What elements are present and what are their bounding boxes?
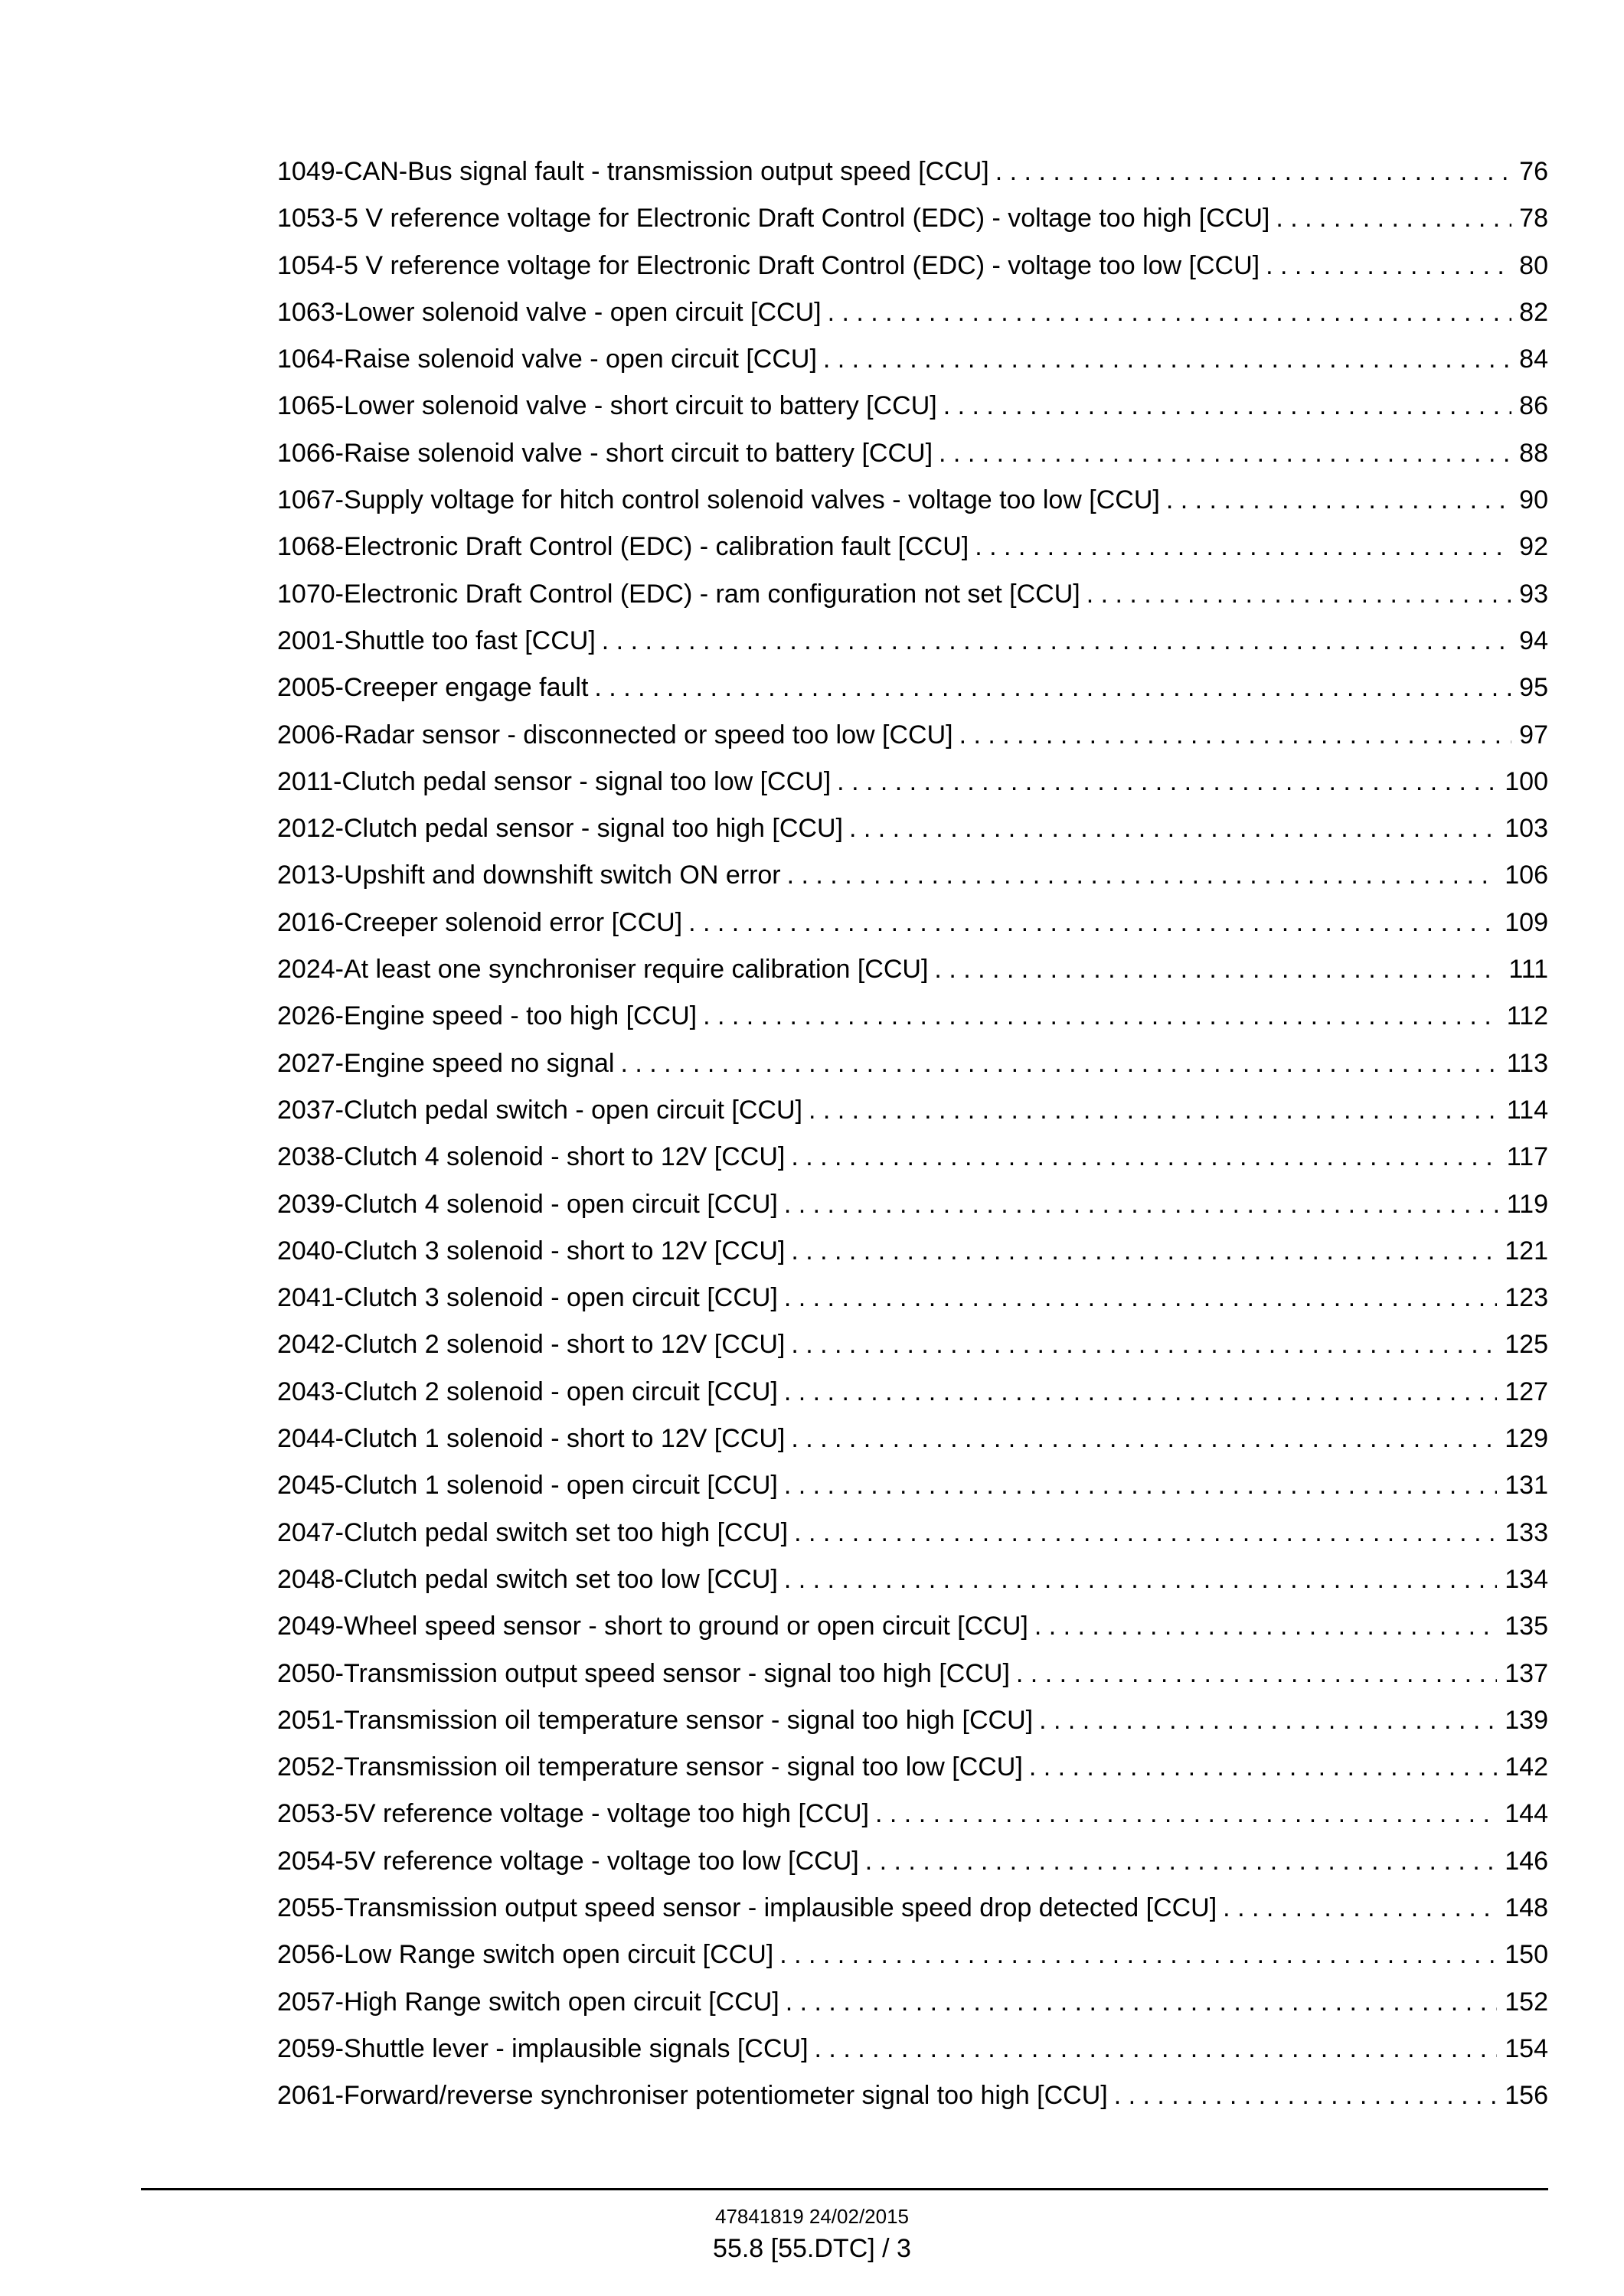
- toc-entry[interactable]: [277, 289, 1548, 336]
- toc-entry-page-number: 154: [1505, 2033, 1548, 2063]
- toc-dot-leader: [975, 524, 1511, 570]
- toc-entry-title: 1068-Electronic Draft Control (EDC) - calibration fault [CCU]: [277, 532, 969, 562]
- toc-dot-leader: [1034, 1603, 1497, 1650]
- toc-entry-page-number: 142: [1505, 1752, 1548, 1782]
- toc-entry-title: 2024-At least one synchroniser require calibration [CCU]: [277, 955, 929, 985]
- toc-entry[interactable]: [277, 1462, 1548, 1509]
- toc-entry-title: 2049-Wheel speed sensor - short to ground or open circuit [CCU]: [277, 1612, 1028, 1641]
- toc-dot-leader: [779, 1932, 1497, 1978]
- toc-entry[interactable]: [277, 1697, 1548, 1744]
- toc-entry-title: 1063-Lower solenoid valve - open circuit [CCU]: [277, 297, 822, 327]
- toc-entry-title: 2012-Clutch pedal sensor - signal too high [CCU]: [277, 814, 843, 844]
- toc-dot-leader: [784, 1275, 1497, 1321]
- toc-entry-page-number: 134: [1505, 1564, 1548, 1594]
- toc-dot-leader: [809, 1087, 1499, 1134]
- toc-entry[interactable]: [277, 852, 1548, 899]
- toc-entry[interactable]: [277, 1932, 1548, 1978]
- toc-entry-page-number: 148: [1505, 1893, 1548, 1922]
- toc-dot-leader: [939, 430, 1511, 477]
- toc-entry-title: 2043-Clutch 2 solenoid - open circuit [CCU]: [277, 1377, 778, 1406]
- toc-entry[interactable]: [277, 1651, 1548, 1697]
- toc-entry-page-number: 111: [1508, 955, 1548, 985]
- toc-entry-title: 1067-Supply voltage for hitch control solenoid valves - voltage too low [CCU]: [277, 485, 1160, 515]
- toc-entry[interactable]: [277, 1979, 1548, 2026]
- toc-entry[interactable]: [277, 805, 1548, 852]
- toc-entry-title: 2037-Clutch pedal switch - open circuit [CCU]: [277, 1095, 802, 1125]
- toc-entry-title: 1064-Raise solenoid valve - open circuit [CCU]: [277, 345, 817, 374]
- toc-entry-title: 1065-Lower solenoid valve - short circuit to battery [CCU]: [277, 391, 937, 421]
- toc-entry-page-number: 133: [1505, 1517, 1548, 1547]
- toc-dot-leader: [784, 1369, 1497, 1416]
- toc-entry-title: 2056-Low Range switch open circuit [CCU]: [277, 1940, 774, 1970]
- toc-entry-title: 2041-Clutch 3 solenoid - open circuit [CCU]: [277, 1283, 778, 1313]
- toc-entry[interactable]: [277, 243, 1548, 289]
- toc-entry-title: 2053-5V reference voltage - voltage too high [CCU]: [277, 1799, 870, 1829]
- toc-dot-leader: [1266, 243, 1511, 289]
- toc-dot-leader: [1114, 2072, 1498, 2119]
- toc-entry[interactable]: [277, 1321, 1548, 1368]
- toc-entry-title: 1049-CAN-Bus signal fault - transmission output speed [CCU]: [277, 157, 989, 186]
- toc-dot-leader: [1276, 195, 1511, 242]
- toc-entry[interactable]: [277, 2026, 1548, 2072]
- toc-dot-leader: [602, 618, 1511, 665]
- toc-entry[interactable]: [277, 1838, 1548, 1885]
- toc-dot-leader: [791, 1228, 1497, 1275]
- toc-entry-page-number: 129: [1505, 1424, 1548, 1454]
- toc-entry[interactable]: [277, 477, 1548, 524]
- toc-entry[interactable]: [277, 712, 1548, 759]
- toc-entry-page-number: 156: [1505, 2081, 1548, 2111]
- toc-entry-title: 1054-5 V reference voltage for Electronic Draft Control (EDC) - voltage too low [CCU]: [277, 250, 1260, 280]
- toc-entry-title: 2027-Engine speed no signal: [277, 1048, 615, 1078]
- toc-entry-page-number: 119: [1506, 1189, 1548, 1219]
- toc-entry-title: 2040-Clutch 3 solenoid - short to 12V [CCU]: [277, 1236, 786, 1266]
- toc-entry-page-number: 112: [1506, 1001, 1548, 1031]
- toc-entry-page-number: 109: [1505, 907, 1548, 937]
- toc-dot-leader: [837, 759, 1497, 805]
- toc-entry-title: 2016-Creeper solenoid error [CCU]: [277, 907, 683, 937]
- toc-dot-leader: [865, 1838, 1498, 1885]
- toc-entry-title: 2054-5V reference voltage - voltage too low [CCU]: [277, 1846, 859, 1876]
- toc-dot-leader: [1039, 1697, 1497, 1744]
- toc-entry-page-number: 80: [1519, 250, 1548, 280]
- toc-entry[interactable]: [277, 1181, 1548, 1228]
- toc-entry-title: 1066-Raise solenoid valve - short circuit to battery [CCU]: [277, 438, 933, 468]
- toc-dot-leader: [1016, 1651, 1497, 1697]
- toc-entry-title: 2052-Transmission oil temperature sensor - signal too low [CCU]: [277, 1752, 1023, 1782]
- toc-entry-page-number: 137: [1505, 1658, 1548, 1688]
- toc-dot-leader: [995, 149, 1511, 195]
- toc-entry-title: 2038-Clutch 4 solenoid - short to 12V [CCU]: [277, 1142, 786, 1172]
- toc-dot-leader: [791, 1321, 1497, 1368]
- toc-dot-leader: [849, 805, 1497, 852]
- toc-dot-leader: [959, 712, 1512, 759]
- toc-dot-leader: [594, 665, 1511, 711]
- toc-entry[interactable]: [277, 524, 1548, 570]
- toc-dot-leader: [1086, 571, 1511, 618]
- toc-entry-title: 1070-Electronic Draft Control (EDC) - ram configuration not set [CCU]: [277, 579, 1080, 609]
- toc-entry-page-number: 131: [1505, 1471, 1548, 1501]
- toc-dot-leader: [943, 383, 1511, 429]
- toc-entry[interactable]: [277, 1603, 1548, 1650]
- toc-entry-page-number: 144: [1505, 1799, 1548, 1829]
- toc-dot-leader: [784, 1181, 1499, 1228]
- footer-divider: [141, 2188, 1548, 2190]
- toc-dot-leader: [794, 1510, 1497, 1556]
- toc-entry-title: 2044-Clutch 1 solenoid - short to 12V [CCU]: [277, 1424, 786, 1454]
- toc-entry-page-number: 103: [1505, 814, 1548, 844]
- toc-entry[interactable]: [277, 383, 1548, 429]
- toc-entry[interactable]: [277, 1510, 1548, 1556]
- toc-entry-title: 2039-Clutch 4 solenoid - open circuit [CCU]: [277, 1189, 778, 1219]
- toc-entry-title: 2011-Clutch pedal sensor - signal too low [CCU]: [277, 766, 832, 796]
- toc-dot-leader: [1029, 1744, 1497, 1791]
- toc-entry[interactable]: [277, 430, 1548, 477]
- toc-entry[interactable]: [277, 1087, 1548, 1134]
- toc-entry-page-number: 95: [1519, 673, 1548, 703]
- toc-dot-leader: [828, 289, 1512, 336]
- toc-dot-leader: [620, 1040, 1498, 1087]
- toc-dot-leader: [787, 852, 1498, 899]
- toc-entry-title: 2013-Upshift and downshift switch ON error: [277, 861, 781, 890]
- toc-entry[interactable]: [277, 1885, 1548, 1932]
- toc-entry-title: 2042-Clutch 2 solenoid - short to 12V [CCU]: [277, 1330, 786, 1360]
- toc-entry[interactable]: [277, 618, 1548, 665]
- toc-entry[interactable]: [277, 2072, 1548, 2119]
- toc-entry-title: 1053-5 V reference voltage for Electronic Draft Control (EDC) - voltage too high [CCU]: [277, 204, 1270, 234]
- toc-entry-page-number: 93: [1519, 579, 1548, 609]
- toc-entry-page-number: 82: [1519, 297, 1548, 327]
- toc-entry-page-number: 121: [1505, 1236, 1548, 1266]
- toc-dot-leader: [784, 1556, 1497, 1603]
- toc-entry-title: 2026-Engine speed - too high [CCU]: [277, 1001, 698, 1031]
- toc-entry-page-number: 152: [1505, 1987, 1548, 2017]
- toc-entry-title: 2045-Clutch 1 solenoid - open circuit [CCU]: [277, 1471, 778, 1501]
- toc-entry-page-number: 97: [1519, 720, 1548, 750]
- toc-entry-title: 2061-Forward/reverse synchroniser potentiometer signal too high [CCU]: [277, 2081, 1108, 2111]
- toc-entry[interactable]: [277, 1040, 1548, 1087]
- toc-entry[interactable]: [277, 195, 1548, 242]
- toc-entry[interactable]: [277, 946, 1548, 993]
- toc-dot-leader: [1223, 1885, 1497, 1932]
- toc-dot-leader: [791, 1134, 1498, 1181]
- toc-entry[interactable]: [277, 900, 1548, 946]
- toc-dot-leader: [703, 993, 1499, 1040]
- toc-dot-leader: [786, 1979, 1498, 2026]
- toc-entry-page-number: 123: [1505, 1283, 1548, 1313]
- toc-dot-leader: [934, 946, 1501, 993]
- toc-entry[interactable]: [277, 571, 1548, 618]
- toc-entry[interactable]: [277, 1416, 1548, 1462]
- toc-entry[interactable]: [277, 665, 1548, 711]
- toc-entry-title: 2001-Shuttle too fast [CCU]: [277, 625, 596, 655]
- toc-entry-page-number: 76: [1519, 157, 1548, 186]
- toc-entry-page-number: 135: [1505, 1612, 1548, 1641]
- toc-dot-leader: [815, 2026, 1498, 2072]
- toc-entry[interactable]: [277, 1228, 1548, 1275]
- toc-dot-leader: [784, 1462, 1497, 1509]
- toc-entry[interactable]: [277, 1791, 1548, 1837]
- table-of-contents: [277, 149, 1548, 2119]
- toc-entry[interactable]: [277, 993, 1548, 1040]
- toc-entry-title: 2005-Creeper engage fault: [277, 673, 589, 703]
- toc-entry[interactable]: [277, 1744, 1548, 1791]
- toc-entry-page-number: 150: [1505, 1940, 1548, 1970]
- toc-dot-leader: [823, 336, 1511, 383]
- toc-entry-page-number: 90: [1519, 485, 1548, 515]
- toc-dot-leader: [791, 1416, 1497, 1462]
- toc-entry-page-number: 86: [1519, 391, 1548, 421]
- toc-entry-page-number: 78: [1519, 204, 1548, 234]
- toc-entry-page-number: 100: [1505, 766, 1548, 796]
- toc-entry-title: 2006-Radar sensor - disconnected or speed too low [CCU]: [277, 720, 953, 750]
- toc-entry-title: 2055-Transmission output speed sensor - implausible speed drop detected [CCU]: [277, 1893, 1217, 1922]
- toc-entry[interactable]: [277, 1134, 1548, 1181]
- toc-entry[interactable]: [277, 1369, 1548, 1416]
- toc-entry-page-number: 139: [1505, 1705, 1548, 1735]
- toc-entry-page-number: 117: [1506, 1142, 1548, 1172]
- toc-entry-page-number: 146: [1505, 1846, 1548, 1876]
- toc-dot-leader: [688, 900, 1497, 946]
- toc-entry-title: 2050-Transmission output speed sensor - signal too high [CCU]: [277, 1658, 1010, 1688]
- footer-page-reference: 55.8 [55.DTC] / 3: [713, 2234, 911, 2263]
- toc-entry-title: 2047-Clutch pedal switch set too high [CCU]: [277, 1517, 789, 1547]
- toc-entry[interactable]: [277, 759, 1548, 805]
- toc-entry-page-number: 92: [1519, 532, 1548, 562]
- toc-entry-title: 2048-Clutch pedal switch set too low [CCU]: [277, 1564, 778, 1594]
- toc-entry[interactable]: [277, 1275, 1548, 1321]
- toc-entry[interactable]: [277, 336, 1548, 383]
- toc-entry-page-number: 113: [1506, 1048, 1548, 1078]
- toc-entry[interactable]: [277, 149, 1548, 195]
- toc-entry-page-number: 106: [1505, 861, 1548, 890]
- toc-entry-page-number: 114: [1506, 1095, 1548, 1125]
- toc-entry[interactable]: [277, 1556, 1548, 1603]
- toc-entry-title: 2051-Transmission oil temperature sensor - signal too high [CCU]: [277, 1705, 1034, 1735]
- footer-document-code: 47841819 24/02/2015: [714, 2205, 910, 2228]
- toc-entry-page-number: 94: [1519, 625, 1548, 655]
- toc-entry-title: 2059-Shuttle lever - implausible signals [CCU]: [277, 2033, 809, 2063]
- toc-entry-page-number: 88: [1519, 438, 1548, 468]
- toc-entry-page-number: 127: [1505, 1377, 1548, 1406]
- toc-entry-title: 2057-High Range switch open circuit [CCU]: [277, 1987, 779, 2017]
- toc-entry-page-number: 84: [1519, 345, 1548, 374]
- toc-dot-leader: [875, 1791, 1497, 1837]
- toc-entry-page-number: 125: [1505, 1330, 1548, 1360]
- toc-dot-leader: [1166, 477, 1511, 524]
